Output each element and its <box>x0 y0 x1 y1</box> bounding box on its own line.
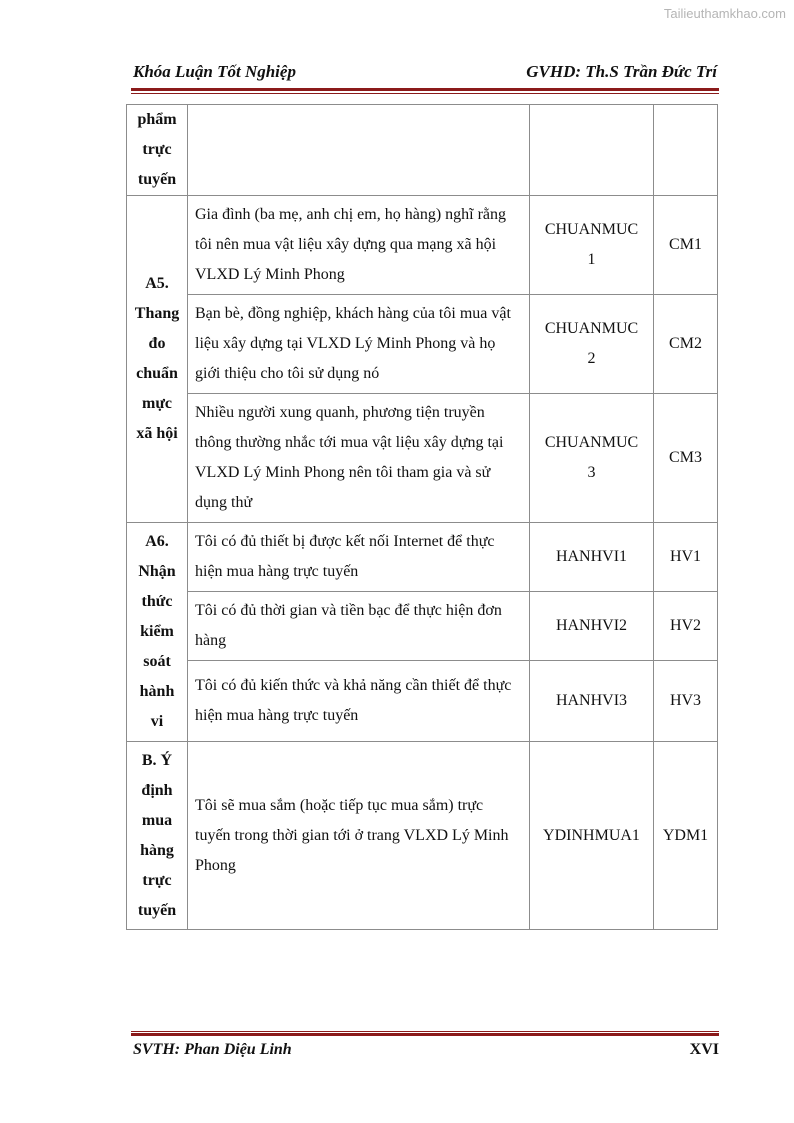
empty-cell <box>188 105 530 196</box>
measurement-scale-table <box>126 104 718 930</box>
item-description: Nhiều người xung quanh, phương tiện truyền thông thường nhắc tới mua vật liệu xây dựng tại VLXD Lý Minh Phong nên tôi tham gia và sử dụng thử <box>188 394 530 523</box>
table-row <box>127 394 718 523</box>
item-code: CM1 <box>654 196 718 295</box>
item-code: HV3 <box>654 661 718 742</box>
item-code: HV1 <box>654 523 718 592</box>
table-row <box>127 523 718 592</box>
item-description: Bạn bè, đồng nghiệp, khách hàng của tôi mua vật liệu xây dựng tại VLXD Lý Minh Phong và họ giới thiệu cho tôi sử dụng nó <box>188 295 530 394</box>
variable-name: CHUANMUC 1 <box>530 196 654 295</box>
header-rule <box>131 88 719 91</box>
group-label: A6. Nhận thức kiểm soát hành vi <box>127 523 188 742</box>
item-description: Gia đình (ba mẹ, anh chị em, họ hàng) nghĩ rằng tôi nên mua vật liệu xây dựng qua mạng xã hội VLXD Lý Minh Phong <box>188 196 530 295</box>
table-row <box>127 105 718 196</box>
table-row <box>127 196 718 295</box>
watermark: Tailieuthamkhao.com <box>663 6 786 21</box>
table-row <box>127 661 718 742</box>
item-description: Tôi sẽ mua sắm (hoặc tiếp tục mua sắm) trực tuyến trong thời gian tới ở trang VLXD Lý Minh Phong <box>188 742 530 930</box>
page-footer <box>131 1040 719 1064</box>
variable-name: CHUANMUC 3 <box>530 394 654 523</box>
header-thesis-title: Khóa Luận Tốt Nghiệp <box>133 62 296 81</box>
table-row <box>127 592 718 661</box>
group-label-continued: phẩm trực tuyến <box>127 105 188 196</box>
empty-cell <box>530 105 654 196</box>
group-label: B. Ý định mua hàng trực tuyến <box>127 742 188 930</box>
variable-name: HANHVI2 <box>530 592 654 661</box>
empty-cell <box>654 105 718 196</box>
variable-name: CHUANMUC 2 <box>530 295 654 394</box>
item-code: YDM1 <box>654 742 718 930</box>
page-number: XVI <box>689 1041 719 1058</box>
footer-student-name: SVTH: Phan Diệu Linh <box>133 1041 292 1058</box>
variable-name: HANHVI3 <box>530 661 654 742</box>
item-code: CM2 <box>654 295 718 394</box>
item-code: HV2 <box>654 592 718 661</box>
header-advisor: GVHD: Th.S Trần Đức Trí <box>526 62 717 81</box>
item-code: CM3 <box>654 394 718 523</box>
table-row <box>127 295 718 394</box>
table-row <box>127 742 718 930</box>
item-description: Tôi có đủ thời gian và tiền bạc để thực hiện đơn hàng <box>188 592 530 661</box>
item-description: Tôi có đủ kiến thức và khả năng cần thiết để thực hiện mua hàng trực tuyến <box>188 661 530 742</box>
group-label: A5. Thang đo chuẩn mực xã hội <box>127 196 188 523</box>
header-rule-thin <box>131 93 719 94</box>
variable-name: HANHVI1 <box>530 523 654 592</box>
footer-rule <box>131 1033 719 1036</box>
page-header <box>131 60 719 86</box>
item-description: Tôi có đủ thiết bị được kết nối Internet để thực hiện mua hàng trực tuyến <box>188 523 530 592</box>
variable-name: YDINHMUA1 <box>530 742 654 930</box>
footer-rule-thin <box>131 1031 719 1032</box>
